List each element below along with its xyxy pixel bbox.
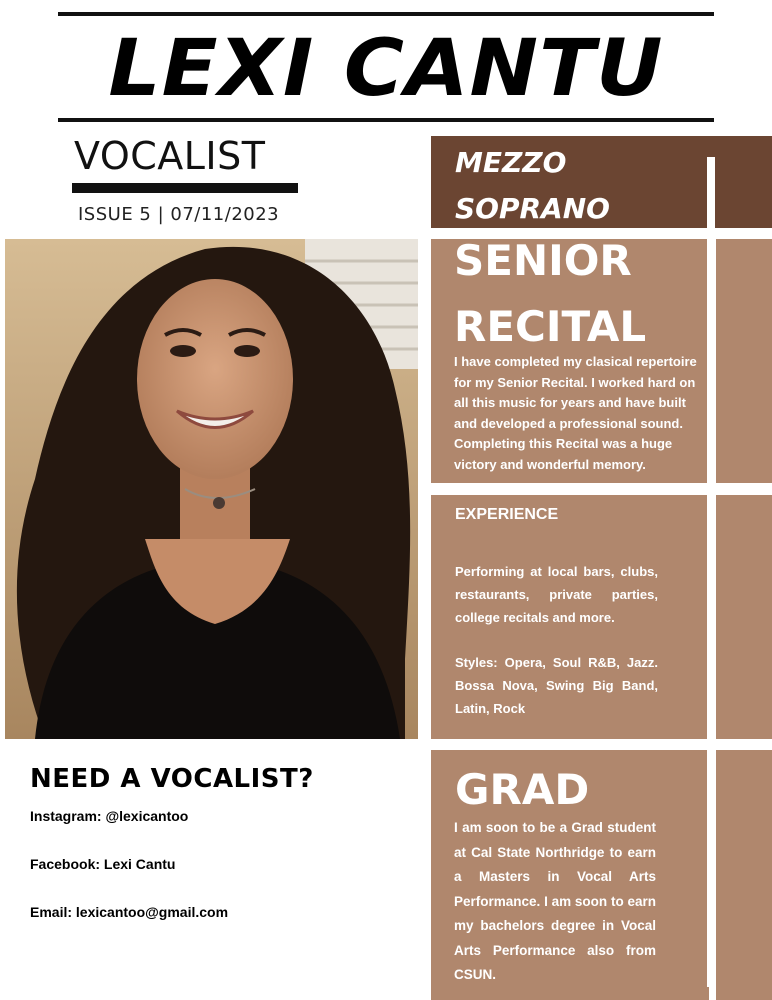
- grad-title: GRAD: [455, 765, 590, 814]
- facebook-name[interactable]: Facebook: Lexi Cantu: [30, 856, 176, 872]
- recital-body: I have completed my clasical repertoire for my Senior Recital. I worked hard on all this music for years and have built and developed a professional sound. Completing this Recital was a huge victory and wonderful memory.: [454, 354, 697, 472]
- role-underline: [72, 183, 298, 193]
- masthead-bottom-rule: [58, 118, 714, 122]
- portrait-illustration: [5, 239, 418, 739]
- column-divider: [707, 157, 715, 987]
- portrait-photo: [5, 239, 418, 739]
- role-label: VOCALIST: [74, 134, 266, 178]
- recital-panel-edge: [716, 239, 772, 483]
- experience-panel-edge: [716, 495, 772, 739]
- recital-title: SENIOR RECITAL: [454, 236, 647, 351]
- voice-type-title: MEZZO SOPRANO: [455, 146, 610, 225]
- email-address[interactable]: Email: lexicantoo@gmail.com: [30, 904, 229, 920]
- grad-body: I am soon to be a Grad student at Cal State Northridge to earn a Masters in Vocal Arts Performance. I am soon to earn my bachelors degree in Vocal Arts Performance also from CSUN.: [454, 820, 656, 982]
- experience-styles: Styles: Opera, Soul R&B, Jazz. Bossa Nova, Swing Big Band, Latin, Rock: [455, 655, 658, 716]
- issue-date: ISSUE 5 | 07/11/2023: [78, 204, 280, 225]
- grad-panel-edge: [716, 750, 772, 1000]
- contact-heading: NEED A VOCALIST?: [30, 764, 314, 794]
- experience-title: EXPERIENCE: [455, 506, 559, 523]
- masthead-title: LEXI CANTU: [108, 24, 664, 114]
- experience-venues: Performing at local bars, clubs, restaurants, private parties, college recitals and more.: [455, 564, 658, 625]
- instagram-handle[interactable]: Instagram: @lexicantoo: [30, 808, 189, 824]
- masthead-top-rule: [58, 12, 714, 16]
